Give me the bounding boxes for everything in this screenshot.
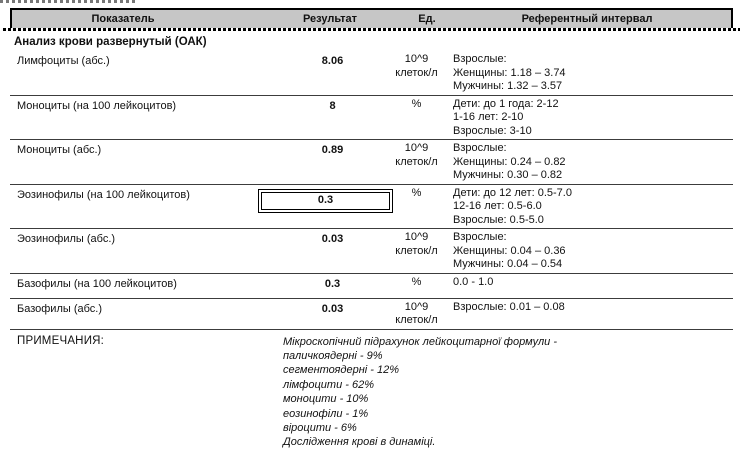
reference-interval: Взрослые: Женщины: 0.04 – 0.36 Мужчины: 0.04 – 0.54 [453, 231, 566, 270]
unit-value: 10^9 клеток/л [395, 53, 438, 79]
parameter-name: Лимфоциты (абс.) [17, 55, 110, 67]
results-table [10, 8, 733, 450]
parameter-name: Эозинофилы (абс.) [17, 233, 116, 245]
table-row [10, 96, 733, 141]
result-value: 0.89 [321, 144, 344, 156]
notes-section [10, 330, 733, 450]
column-header-parameter: Показатель [91, 13, 155, 25]
reference-interval: Дети: до 12 лет: 0.5-7.0 12-16 лет: 0.5-6.0 Взрослые: 0.5-5.0 [453, 186, 572, 226]
notes-label: ПРИМЕЧАНИЯ: [17, 334, 105, 347]
unit-value: 10^9 клеток/л [395, 231, 438, 257]
unit-value: % [411, 186, 422, 199]
unit-value: % [411, 275, 422, 288]
section-title: Анализ крови развернутый (ОАК) [14, 36, 207, 48]
result-value: 0.3 [261, 192, 390, 211]
notes-text: Мікроскопічний підрахунок лейкоцитарної формули - паличкоядерні - 9% сегментоядерні - 12% лімфоцити - 62% моноцити - 10% еозинофіли - 1% віроцити - 6% Дослідження крові в динаміці. [283, 335, 557, 449]
parameter-name: Моноциты (на 100 лейкоцитов) [17, 99, 177, 112]
reference-interval: 0.0 - 1.0 [453, 275, 494, 288]
parameter-name: Базофилы (абс.) [17, 302, 103, 315]
header-dashed-divider [3, 28, 740, 31]
reference-interval: Дети: до 1 года: 2-12 1-16 лет: 2-10 Взрослые: 3-10 [453, 97, 559, 137]
reference-interval: Взрослые: 0.01 – 0.08 [453, 300, 565, 313]
result-value: 0.03 [321, 302, 344, 315]
column-header-reference: Референтный интервал [521, 13, 653, 25]
parameter-name: Эозинофилы (на 100 лейкоцитов) [17, 188, 190, 201]
parameter-name: Моноциты (абс.) [17, 144, 102, 156]
unit-value: 10^9 клеток/л [395, 142, 438, 168]
unit-value: 10^9 клеток/л [395, 300, 438, 326]
cutoff-text-fragment [0, 0, 138, 3]
table-row [10, 229, 733, 274]
flagged-result-box [258, 189, 393, 214]
reference-interval: Взрослые: Женщины: 1.18 – 3.74 Мужчины: 1.32 – 3.57 [453, 53, 566, 92]
table-row [10, 185, 733, 230]
table-row [10, 51, 733, 96]
unit-value: % [411, 97, 422, 110]
table-row [10, 274, 733, 299]
result-cell [285, 187, 380, 228]
result-value: 8 [329, 99, 336, 112]
result-value: 0.3 [324, 277, 341, 290]
column-header-result: Результат [302, 13, 358, 25]
reference-interval: Взрослые: Женщины: 0.24 – 0.82 Мужчины: 0.30 – 0.82 [453, 142, 566, 181]
result-value: 8.06 [321, 55, 344, 67]
table-row [10, 299, 733, 330]
result-value: 0.03 [321, 233, 344, 245]
table-row [10, 140, 733, 185]
column-header-unit: Ед. [418, 13, 436, 25]
parameter-name: Базофилы (на 100 лейкоцитов) [17, 277, 177, 290]
table-header-row [10, 8, 733, 28]
